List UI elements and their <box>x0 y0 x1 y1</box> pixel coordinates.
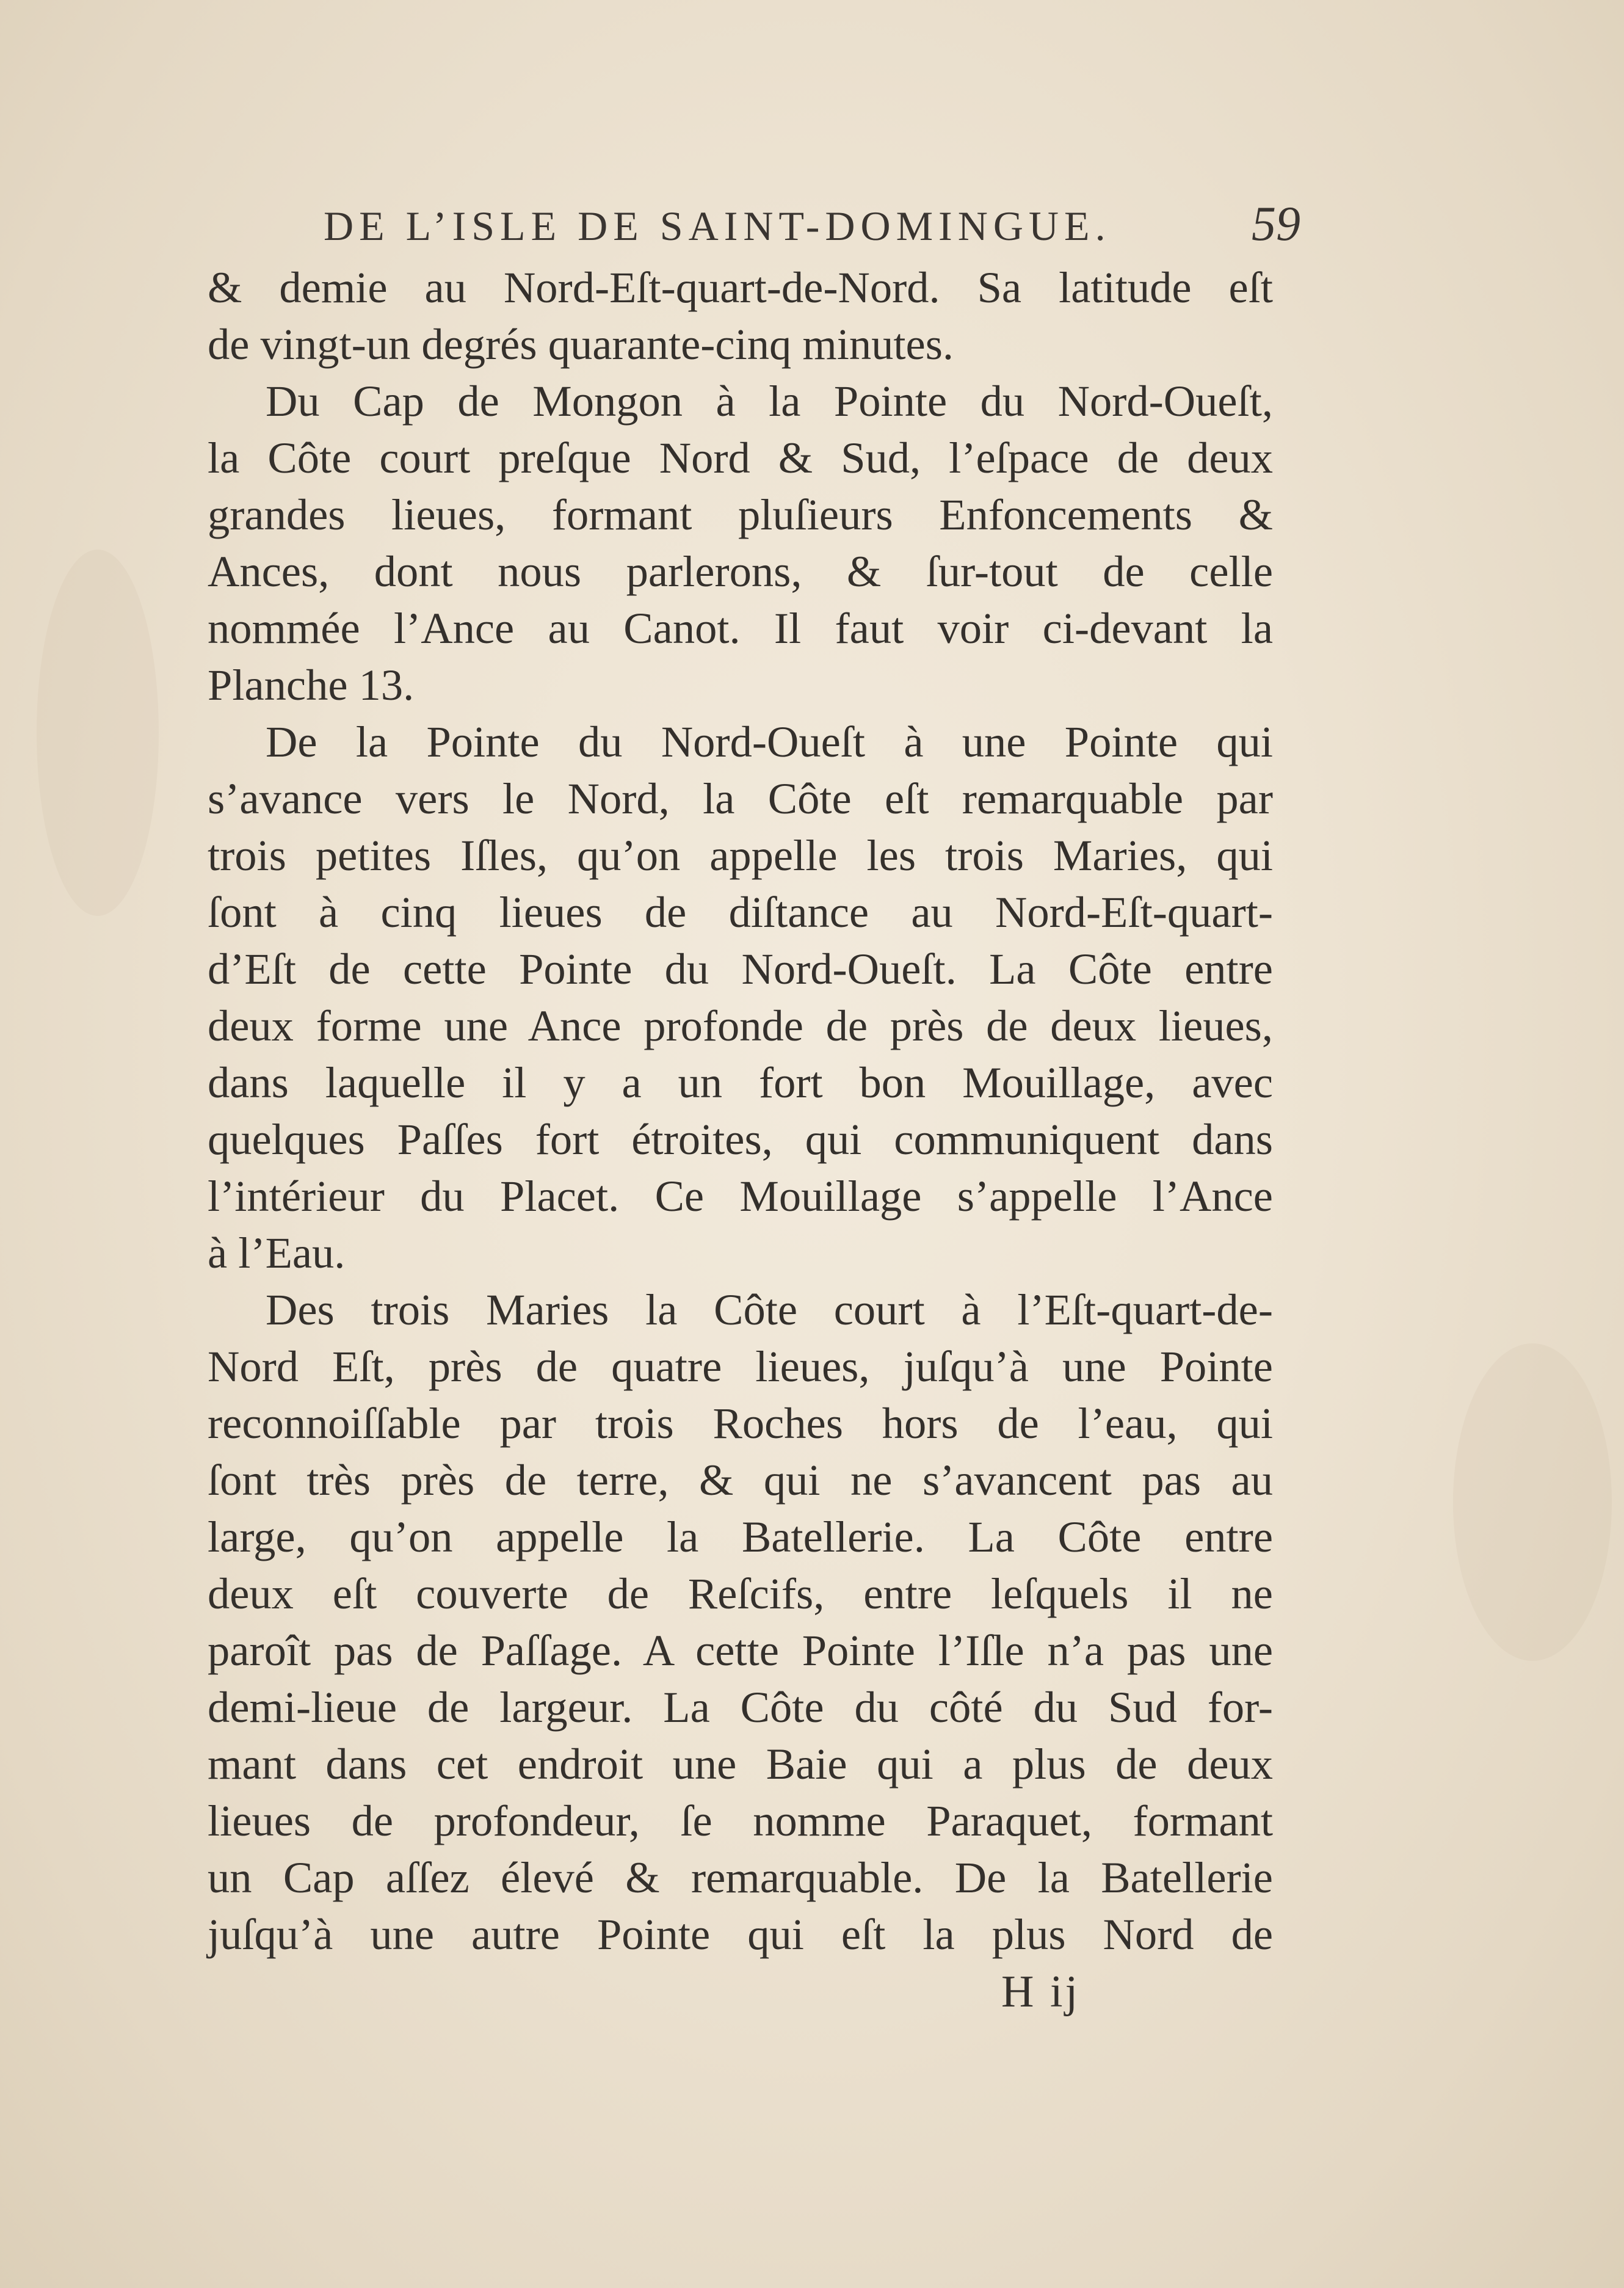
text-line: la Côte court preſque Nord & Sud, l’eſpace de deux <box>208 433 1273 482</box>
paper-stain <box>37 550 159 916</box>
text-line: de vingt-un degrés quarante-cinq minutes. <box>208 319 954 369</box>
paper-stain <box>1453 1343 1612 1661</box>
text-line: deux forme une Ance profonde de près de deux lieues, <box>208 1001 1273 1050</box>
text-line: demi-lieue de largeur. La Côte du côté du Sud for- <box>208 1682 1273 1732</box>
text-line: dans laquelle il y a un fort bon Mouillage, avec <box>208 1058 1273 1107</box>
text-line: reconnoiſſable par trois Roches hors de l’eau, qui <box>208 1398 1273 1448</box>
text-line: De la Pointe du Nord-Oueſt à une Pointe qui <box>266 717 1273 766</box>
text-line: Des trois Maries la Côte court à l’Eſt-quart-de- <box>266 1285 1273 1334</box>
text-line: paroît pas de Paſſage. A cette Pointe l’Iſle n’a pas une <box>208 1625 1273 1675</box>
text-line: Nord Eſt, près de quatre lieues, juſqu’à une Pointe <box>208 1342 1273 1391</box>
text-line: deux eſt couverte de Reſcifs, entre leſquels il ne <box>208 1569 1273 1618</box>
text-line: lieues de profondeur, ſe nomme Paraquet, formant <box>208 1796 1273 1845</box>
text-line: Du Cap de Mongon à la Pointe du Nord-Oueſt, <box>266 376 1273 426</box>
text-line: large, qu’on appelle la Batellerie. La Côte entre <box>208 1512 1273 1561</box>
text-line: l’intérieur du Placet. Ce Mouillage s’appelle l’Ance <box>208 1171 1273 1221</box>
text-line: mant dans cet endroit une Baie qui a plus de deux <box>208 1739 1273 1789</box>
text-line: Ances, dont nous parlerons, & ſur-tout de celle <box>208 547 1273 596</box>
body-text <box>208 259 1273 1963</box>
text-line: ſont très près de terre, & qui ne s’avancent pas au <box>208 1455 1273 1505</box>
text-line: ſont à cinq lieues de diſtance au Nord-Eſt-quart- <box>208 887 1273 937</box>
signature-mark: H ij <box>1001 1967 1081 2017</box>
text-line: Planche 13. <box>208 660 415 710</box>
text-line: d’Eſt de cette Pointe du Nord-Oueſt. La Côte entre <box>208 944 1273 993</box>
text-line: quelques Paſſes fort étroites, qui communiquent dans <box>208 1114 1273 1164</box>
text-line: un Cap aſſez élevé & remarquable. De la Batellerie <box>208 1853 1273 1902</box>
text-line: grandes lieues, formant pluſieurs Enfoncements & <box>208 490 1273 539</box>
text-line: & demie au Nord-Eſt-quart-de-Nord. Sa latitude eſt <box>208 263 1273 312</box>
text-line: à l’Eau. <box>208 1228 346 1277</box>
text-line: juſqu’à une autre Pointe qui eſt la plus Nord de <box>208 1909 1273 1959</box>
page-number: 59 <box>1252 197 1300 251</box>
running-head: DE L’ISLE DE SAINT-DOMINGUE. <box>324 203 1111 249</box>
text-line: s’avance vers le Nord, la Côte eſt remarquable par <box>208 774 1273 823</box>
text-line: nommée l’Ance au Canot. Il faut voir ci-devant la <box>208 603 1273 653</box>
text-line: trois petites Iſles, qu’on appelle les trois Maries, qui <box>208 830 1273 880</box>
